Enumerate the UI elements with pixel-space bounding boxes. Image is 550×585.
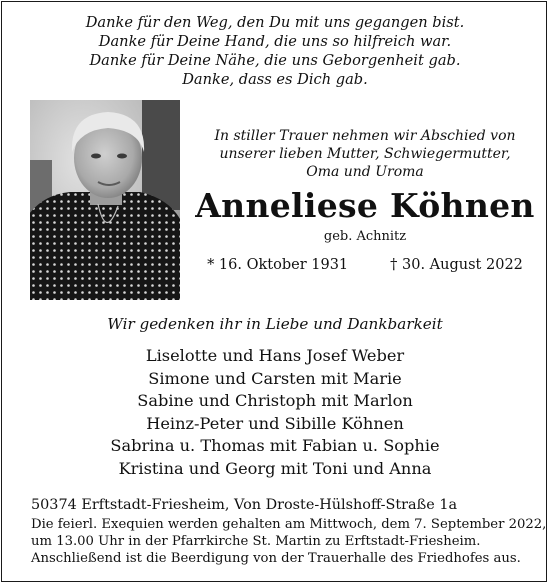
address: 50374 Erftstadt-Friesheim, Von Droste-Hülshoff-Straße 1a [31, 497, 458, 513]
mourning-line: unserer lieben Mutter, Schwiegermutter, [219, 146, 511, 162]
maiden-name: geb. Achnitz [323, 229, 407, 244]
death-date: † 30. August 2022 [390, 257, 523, 273]
family-member: Kristina und Georg mit Toni und Anna [118, 458, 432, 478]
family-list [0, 345, 550, 481]
family-member: Sabine und Christoph mit Marlon [137, 391, 413, 411]
service-info-line: Die feierl. Exequien werden gehalten am Mittwoch, dem 7. September 2022, [31, 517, 547, 532]
family-member: Sabrina u. Thomas mit Fabian u. Sophie [110, 436, 440, 456]
poem [0, 13, 550, 89]
life-dates [195, 256, 535, 274]
mourning-text [195, 127, 535, 181]
family-member: Simone und Carsten mit Marie [148, 368, 402, 388]
service-info [31, 516, 546, 568]
service-info-line: Anschließend ist die Beerdigung von der Trauerhalle des Friedhofes aus. [31, 551, 521, 567]
family-member: Heinz-Peter und Sibille Köhnen [146, 413, 404, 433]
family-member: Liselotte und Hans Josef Weber [145, 346, 405, 365]
poem-line: Danke für den Weg, den Du mit uns gegangen bist. [85, 14, 465, 31]
poem-line: Danke, dass es Dich gab. [182, 71, 368, 88]
poem-line: Danke für Deine Hand, die uns so hilfreich war. [98, 33, 452, 50]
poem-line: Danke für Deine Nähe, die uns Geborgenheit gab. [89, 52, 461, 69]
portrait-photo [30, 100, 180, 300]
remembrance-line: Wir gedenken ihr in Liebe und Dankbarkeit [107, 315, 443, 333]
mourning-line: In stiller Trauer nehmen wir Abschied von [214, 128, 516, 144]
birth-date: * 16. Oktober 1931 [207, 257, 349, 273]
deceased-name: Anneliese Köhnen [195, 186, 535, 225]
service-info-line: um 13.00 Uhr in der Pfarrkirche St. Martin zu Erftstadt-Friesheim. [31, 534, 481, 550]
mourning-line: Oma und Uroma [306, 164, 424, 180]
